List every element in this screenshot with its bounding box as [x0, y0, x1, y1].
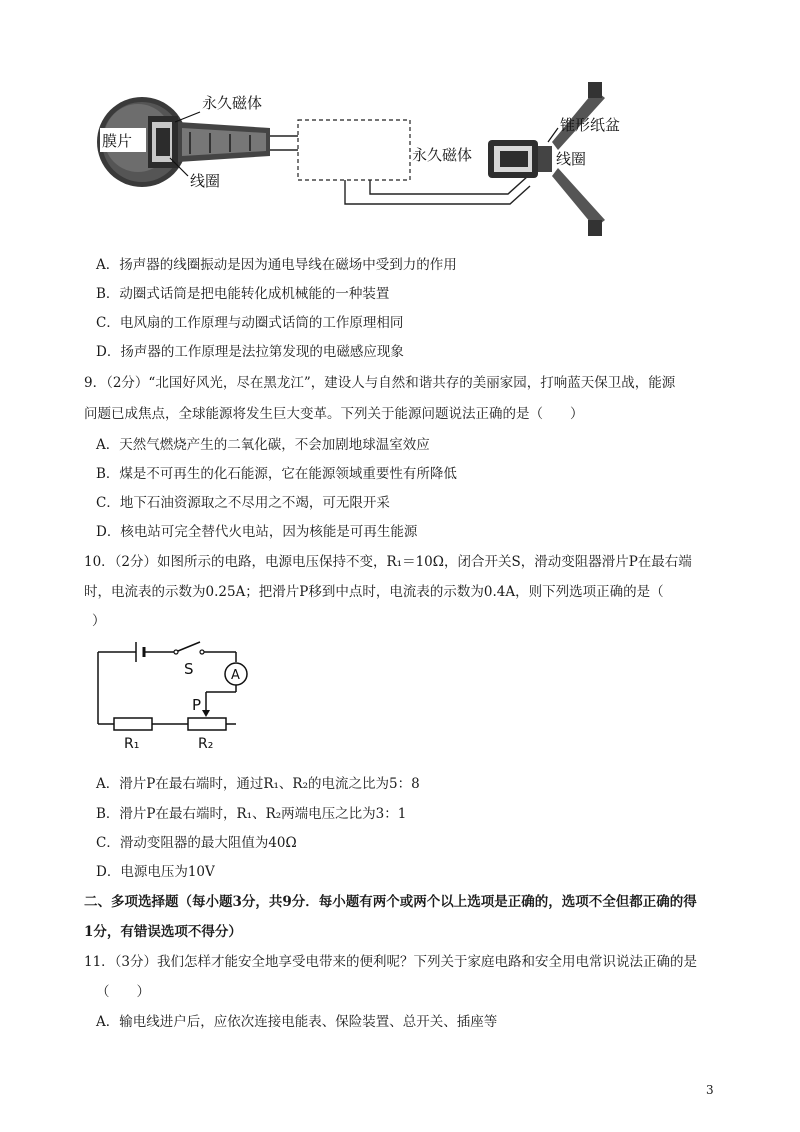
- q11-stem-line2: （ ）: [96, 984, 150, 1000]
- q10-option-b: B．滑片P在最右端时，R₁、R₂两端电压之比为3：1: [96, 806, 407, 822]
- q9-stem-line2: 问题已成焦点，全球能源将发生巨大变革。下列关于能源问题说法正确的是（ ）: [84, 406, 584, 422]
- section2-title-line2: 1分，有错误选项不得分）: [84, 924, 242, 940]
- q10-stem-line1: 10．（2分）如图所示的电路，电源电压保持不变，R₁＝10Ω，闭合开关S，滑动变阻器滑片P在最右端: [84, 554, 692, 570]
- r2-label: R₂: [198, 736, 214, 752]
- magnet-left-label: 永久磁体: [202, 94, 263, 112]
- q8-option-b: B．动圈式话筒是把电能转化成机械能的一种装置: [96, 286, 390, 302]
- r1-label: R₁: [124, 736, 140, 752]
- ammeter-label: A: [231, 668, 240, 683]
- diaphragm-label: 膜片: [102, 132, 133, 150]
- coil-right-label: 线圈: [556, 150, 587, 168]
- q10-stem-line3: ）: [92, 613, 106, 629]
- q8-option-d: D．扬声器的工作原理是法拉第发现的电磁感应现象: [96, 344, 404, 360]
- q8-option-a: A．扬声器的线圈振动是因为通电导线在磁场中受到力的作用: [96, 257, 457, 273]
- q9-option-b: B．煤是不可再生的化石能源，它在能源领域重要性有所降低: [96, 466, 457, 482]
- q10-option-c: C．滑动变阻器的最大阻值为40Ω: [96, 835, 297, 851]
- q10-option-a: A．滑片P在最右端时，通过R₁、R₂的电流之比为5：8: [96, 776, 420, 792]
- q10-stem-line2: 时，电流表的示数为0.25A；把滑片P移到中点时，电流表的示数为0.4A，则下列选项正确的是（: [84, 584, 664, 600]
- q9-option-d: D．核电站可完全替代火电站，因为核能是可再生能源: [96, 524, 418, 540]
- q9-stem-line1: 9．（2分）“北国好风光，尽在黑龙江”，建设人与自然和谐共存的美丽家园，打响蓝天保卫战，能源: [84, 375, 676, 391]
- microphone-speaker-figure: [90, 76, 620, 246]
- q9-option-a: A．天然气燃烧产生的二氧化碳，不会加剧地球温室效应: [96, 437, 430, 453]
- q9-option-c: C．地下石油资源取之不尽用之不竭，可无限开采: [96, 495, 390, 511]
- q11-stem-line1: 11．（3分）我们怎样才能安全地享受电带来的便利呢？下列关于家庭电路和安全用电常识说法正确的是: [84, 954, 698, 970]
- section2-title-line1: 二、多项选择题（每小题3分，共9分．每小题有两个或两个以上选项是正确的，选项不全但都正确的得: [84, 894, 697, 910]
- q10-option-d: D．电源电压为10V: [96, 864, 215, 880]
- q11-option-a: A．输电线进户后，应依次连接电能表、保险装置、总开关、插座等: [96, 1014, 498, 1030]
- slider-label: P: [192, 696, 202, 714]
- circuit-diagram: [92, 638, 262, 756]
- q8-option-c: C．电风扇的工作原理与动圈式话筒的工作原理相同: [96, 315, 404, 331]
- cone-label: 锥形纸盆: [560, 116, 620, 134]
- coil-left-label: 线圈: [190, 172, 221, 190]
- magnet-right-label: 永久磁体: [412, 146, 473, 164]
- page-number: 3: [706, 1083, 714, 1097]
- switch-label: S: [184, 660, 194, 678]
